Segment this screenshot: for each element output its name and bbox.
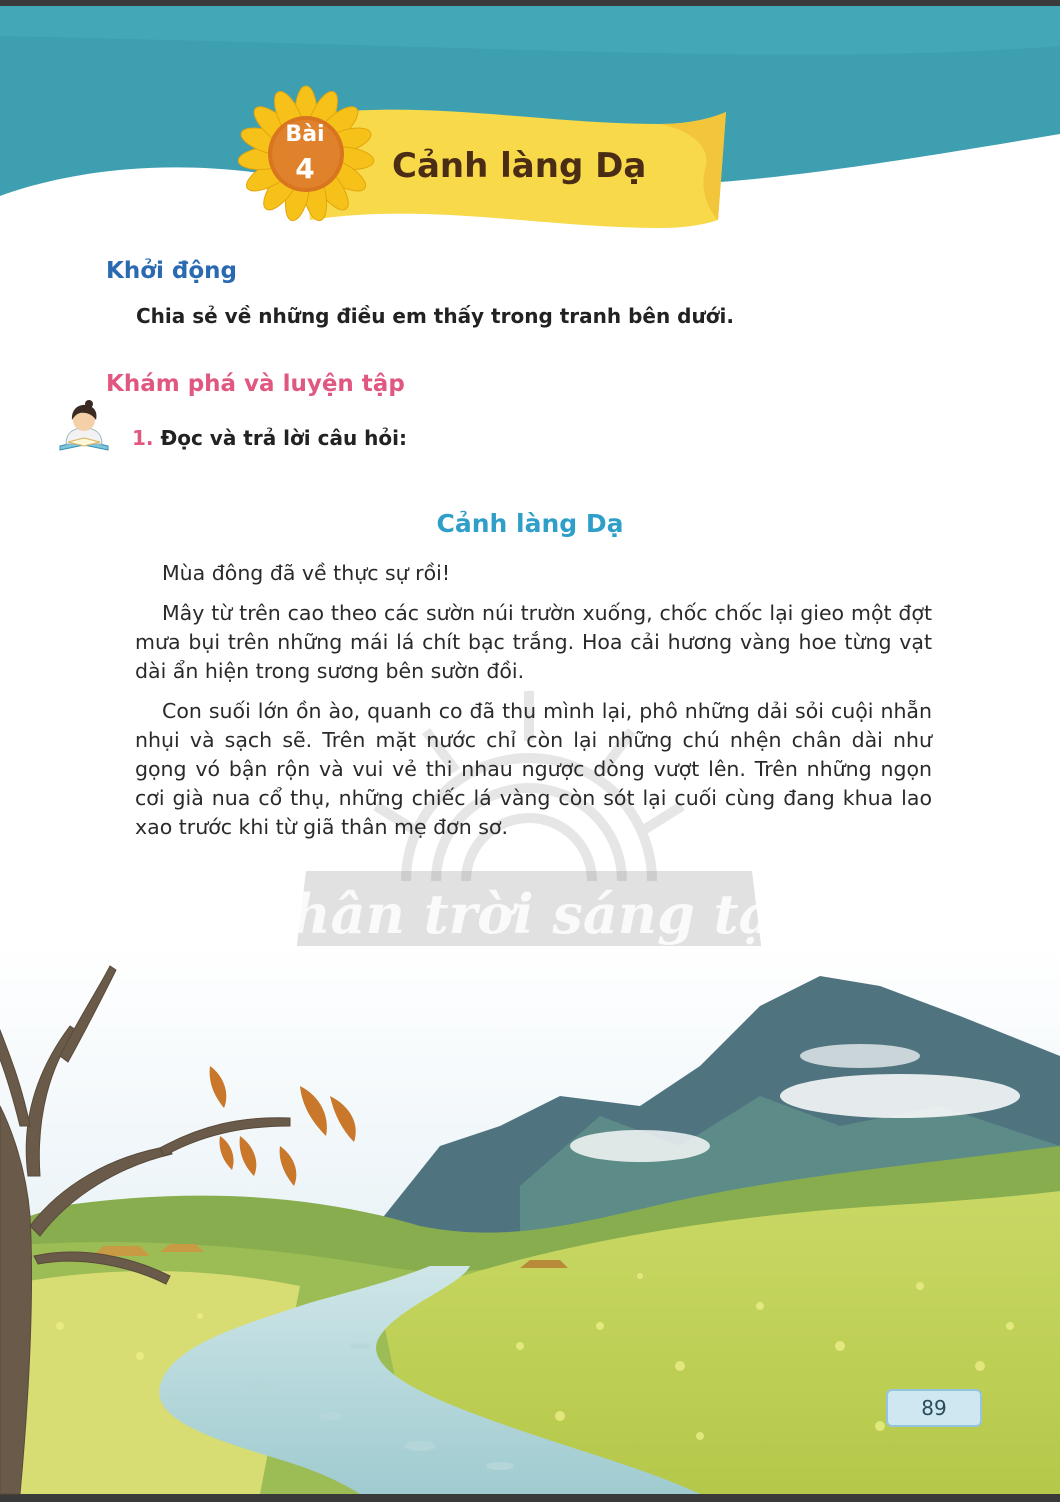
warmup-heading: Khởi động: [106, 258, 237, 284]
watermark-text: Chân trời sáng tạo: [248, 882, 810, 946]
reading-title: Cảnh làng Dạ: [436, 509, 624, 538]
reading-passage: [135, 559, 932, 853]
warmup-prompt: Chia sẻ về những điều em thấy trong tranh bên dưới.: [136, 304, 734, 328]
textbook-page: [0, 6, 1060, 1494]
lesson-title: Cảnh làng Dạ: [392, 146, 647, 186]
lesson-number: 4: [295, 152, 315, 185]
reading-girl-icon: [56, 398, 112, 454]
passage-paragraph: Con suối lớn ồn ào, quanh co đã thu mình lại, phô những dải sỏi cuội nhẵn nhụi và sạch sẽ. Trên mặt nước chỉ còn lại những chú nhện chân dài như gọng vó bận rộn và vui vẻ thi nhau ngược dòng vượt lên. Trên những ngọn cơi già nua cổ thụ, những chiếc lá vàng còn sót lại cuối cùng đang khua lao xao trước khi từ giã thân mẹ đơn sơ.: [135, 699, 932, 839]
page-number: 89: [886, 1389, 982, 1427]
passage-paragraph: Mùa đông đã về thực sự rồi!: [162, 561, 451, 585]
explore-heading: Khám phá và luyện tập: [106, 371, 405, 397]
passage-paragraph: Mây từ trên cao theo các sườn núi trườn xuống, chốc chốc lại gieo một đợt mưa bụi trên những mái lá chít bạc trắng. Hoa cải hương vàng hoe từng vạt dài ẩn hiện trong sương bên sườn đồi.: [135, 601, 932, 683]
header-banner: [0, 6, 1060, 236]
task-number: 1.: [132, 426, 154, 450]
task-text: Đọc và trả lời câu hỏi:: [160, 426, 407, 450]
task-1: [132, 426, 407, 450]
lesson-word: Bài: [285, 122, 325, 147]
